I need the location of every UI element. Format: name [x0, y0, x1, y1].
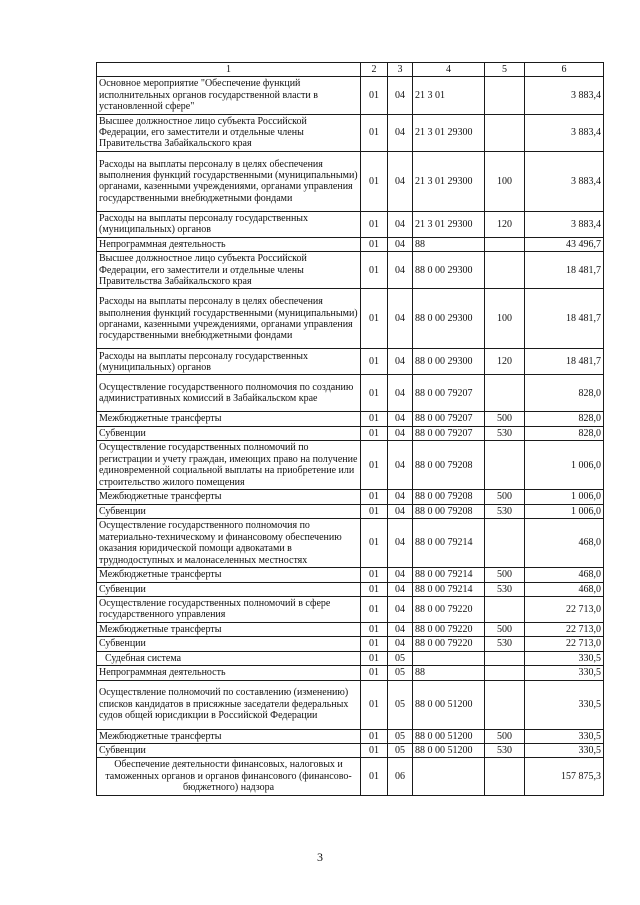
row-name-cell: Субвенции	[97, 582, 361, 596]
row-name-cell: Расходы на выплаты персоналу государственных (муниципальных) органов	[97, 211, 361, 237]
amount-cell: 330,5	[525, 666, 604, 680]
budget-table	[96, 62, 604, 796]
amount-cell: 828,0	[525, 375, 604, 412]
section-cell: 01	[361, 568, 388, 582]
table-row	[97, 237, 604, 251]
amount-cell: 1 006,0	[525, 490, 604, 504]
table-row	[97, 490, 604, 504]
row-name-cell: Межбюджетные трансферты	[97, 490, 361, 504]
table-row	[97, 151, 604, 211]
amount-cell: 3 883,4	[525, 114, 604, 151]
table-row	[97, 743, 604, 757]
row-name-cell: Осуществление государственного полномочия по созданию административных комиссий в Забайкальском крае	[97, 375, 361, 412]
expense-type-cell	[485, 519, 525, 568]
subsection-cell: 04	[388, 237, 413, 251]
row-name-cell: Субвенции	[97, 637, 361, 651]
table-row	[97, 568, 604, 582]
table-row	[97, 729, 604, 743]
expense-type-cell: 530	[485, 637, 525, 651]
amount-cell: 330,5	[525, 743, 604, 757]
amount-cell: 468,0	[525, 582, 604, 596]
row-name-cell: Межбюджетные трансферты	[97, 622, 361, 636]
amount-cell: 157 875,3	[525, 758, 604, 795]
target-article-cell: 88 0 00 51200	[413, 729, 485, 743]
expense-type-cell: 500	[485, 729, 525, 743]
amount-cell: 3 883,4	[525, 77, 604, 114]
subsection-cell: 04	[388, 519, 413, 568]
table-row	[97, 519, 604, 568]
amount-cell: 18 481,7	[525, 252, 604, 289]
section-cell: 01	[361, 637, 388, 651]
section-cell: 01	[361, 412, 388, 426]
target-article-cell: 88 0 00 79208	[413, 441, 485, 490]
expense-type-cell	[485, 77, 525, 114]
target-article-cell: 21 3 01 29300	[413, 151, 485, 211]
row-name-cell: Расходы на выплаты персоналу в целях обеспечения выполнения функций государственными (муниципальными) органами, казенными учреждениями, органами управления государственными внебюджетными фондами	[97, 151, 361, 211]
subsection-cell: 04	[388, 622, 413, 636]
section-cell: 01	[361, 211, 388, 237]
header-cell: 2	[361, 63, 388, 77]
section-cell: 01	[361, 426, 388, 440]
amount-cell: 3 883,4	[525, 211, 604, 237]
section-cell: 01	[361, 151, 388, 211]
subsection-cell: 04	[388, 349, 413, 375]
subsection-cell: 04	[388, 77, 413, 114]
row-name-cell: Непрограммная деятельность	[97, 237, 361, 251]
expense-type-cell: 530	[485, 426, 525, 440]
table-row	[97, 77, 604, 114]
header-cell: 1	[97, 63, 361, 77]
header-cell: 6	[525, 63, 604, 77]
table-row	[97, 349, 604, 375]
target-article-cell: 88 0 00 79214	[413, 568, 485, 582]
subsection-cell: 05	[388, 651, 413, 665]
subsection-cell: 05	[388, 743, 413, 757]
subsection-cell: 04	[388, 375, 413, 412]
amount-cell: 22 713,0	[525, 622, 604, 636]
row-name-cell: Межбюджетные трансферты	[97, 412, 361, 426]
subsection-cell: 04	[388, 426, 413, 440]
table-row	[97, 596, 604, 622]
expense-type-cell	[485, 237, 525, 251]
target-article-cell	[413, 758, 485, 795]
amount-cell: 1 006,0	[525, 441, 604, 490]
row-name-cell: Основное мероприятие "Обеспечение функций исполнительных органов государственной власти в установленной сфере"	[97, 77, 361, 114]
table-row	[97, 252, 604, 289]
target-article-cell: 21 3 01 29300	[413, 114, 485, 151]
amount-cell: 330,5	[525, 651, 604, 665]
amount-cell: 18 481,7	[525, 349, 604, 375]
page-number: 3	[317, 850, 323, 864]
target-article-cell: 88	[413, 666, 485, 680]
target-article-cell: 88 0 00 51200	[413, 743, 485, 757]
expense-type-cell: 530	[485, 743, 525, 757]
table-row	[97, 758, 604, 795]
row-name-cell: Межбюджетные трансферты	[97, 568, 361, 582]
section-cell: 01	[361, 596, 388, 622]
table-row	[97, 622, 604, 636]
target-article-cell: 88 0 00 79220	[413, 622, 485, 636]
row-name-cell: Субвенции	[97, 743, 361, 757]
amount-cell: 330,5	[525, 729, 604, 743]
table-row	[97, 211, 604, 237]
target-article-cell: 88 0 00 79214	[413, 582, 485, 596]
section-cell: 01	[361, 666, 388, 680]
subsection-cell: 04	[388, 637, 413, 651]
section-cell: 01	[361, 519, 388, 568]
table-row	[97, 504, 604, 518]
subsection-cell: 04	[388, 412, 413, 426]
subsection-cell: 04	[388, 490, 413, 504]
target-article-cell: 88 0 00 79207	[413, 412, 485, 426]
target-article-cell: 88 0 00 51200	[413, 680, 485, 729]
subsection-cell: 04	[388, 211, 413, 237]
expense-type-cell	[485, 680, 525, 729]
subsection-cell: 04	[388, 151, 413, 211]
section-cell: 01	[361, 504, 388, 518]
section-cell: 01	[361, 758, 388, 795]
table-header-row	[97, 63, 604, 77]
section-cell: 01	[361, 375, 388, 412]
expense-type-cell	[485, 252, 525, 289]
section-cell: 01	[361, 114, 388, 151]
section-cell: 01	[361, 651, 388, 665]
subsection-cell: 05	[388, 680, 413, 729]
amount-cell: 22 713,0	[525, 637, 604, 651]
target-article-cell: 88 0 00 29300	[413, 349, 485, 375]
section-cell: 01	[361, 490, 388, 504]
expense-type-cell: 530	[485, 504, 525, 518]
table-row	[97, 412, 604, 426]
expense-type-cell	[485, 596, 525, 622]
section-cell: 01	[361, 680, 388, 729]
row-name-cell: Расходы на выплаты персоналу в целях обеспечения выполнения функций государственными (муниципальными) органами, казенными учреждениями, органами управления государственными внебюджетными фондами	[97, 289, 361, 349]
row-name-cell: Судебная система	[97, 651, 361, 665]
target-article-cell: 88 0 00 79207	[413, 426, 485, 440]
row-name-cell: Осуществление государственных полномочий в сфере государственного управления	[97, 596, 361, 622]
amount-cell: 468,0	[525, 519, 604, 568]
subsection-cell: 04	[388, 114, 413, 151]
expense-type-cell	[485, 375, 525, 412]
target-article-cell: 88	[413, 237, 485, 251]
table-row	[97, 289, 604, 349]
section-cell: 01	[361, 729, 388, 743]
row-name-cell: Высшее должностное лицо субъекта Российской Федерации, его заместители и отдельные члены Правительства Забайкальского края	[97, 114, 361, 151]
expense-type-cell: 500	[485, 412, 525, 426]
row-name-cell: Осуществление государственных полномочий по регистрации и учету граждан, имеющих право на получение единовременной социальной выплаты на приобретение или строительство жилого помещения	[97, 441, 361, 490]
subsection-cell: 04	[388, 252, 413, 289]
amount-cell: 22 713,0	[525, 596, 604, 622]
amount-cell: 43 496,7	[525, 237, 604, 251]
section-cell: 01	[361, 77, 388, 114]
subsection-cell: 05	[388, 666, 413, 680]
target-article-cell: 88 0 00 79214	[413, 519, 485, 568]
target-article-cell: 88 0 00 79208	[413, 504, 485, 518]
expense-type-cell: 100	[485, 151, 525, 211]
amount-cell: 18 481,7	[525, 289, 604, 349]
target-article-cell: 88 0 00 79220	[413, 637, 485, 651]
row-name-cell: Высшее должностное лицо субъекта Российской Федерации, его заместители и отдельные члены Правительства Забайкальского края	[97, 252, 361, 289]
subsection-cell: 04	[388, 596, 413, 622]
section-cell: 01	[361, 743, 388, 757]
section-cell: 01	[361, 349, 388, 375]
target-article-cell: 88 0 00 79208	[413, 490, 485, 504]
section-cell: 01	[361, 622, 388, 636]
expense-type-cell	[485, 666, 525, 680]
amount-cell: 828,0	[525, 412, 604, 426]
expense-type-cell: 530	[485, 582, 525, 596]
expense-type-cell	[485, 651, 525, 665]
row-name-cell: Осуществление полномочий по составлению (изменению) списков кандидатов в присяжные заседатели федеральных судов общей юрисдикции в Российской Федерации	[97, 680, 361, 729]
subsection-cell: 04	[388, 582, 413, 596]
header-cell: 5	[485, 63, 525, 77]
amount-cell: 3 883,4	[525, 151, 604, 211]
row-name-cell: Субвенции	[97, 504, 361, 518]
section-cell: 01	[361, 289, 388, 349]
row-name-cell: Осуществление государственного полномочия по материально-техническому и финансовому обеспечению оказания юридической помощи адвокатами в труднодоступных и малонаселенных местностях	[97, 519, 361, 568]
section-cell: 01	[361, 441, 388, 490]
row-name-cell: Субвенции	[97, 426, 361, 440]
expense-type-cell	[485, 441, 525, 490]
target-article-cell: 21 3 01	[413, 77, 485, 114]
subsection-cell: 04	[388, 441, 413, 490]
table-row	[97, 680, 604, 729]
table-row	[97, 651, 604, 665]
amount-cell: 828,0	[525, 426, 604, 440]
amount-cell: 1 006,0	[525, 504, 604, 518]
table-row	[97, 582, 604, 596]
expense-type-cell: 100	[485, 289, 525, 349]
subsection-cell: 04	[388, 289, 413, 349]
header-cell: 4	[413, 63, 485, 77]
row-name-cell: Обеспечение деятельности финансовых, налоговых и таможенных органов и органов финансового (финансово-бюджетного) надзора	[97, 758, 361, 795]
target-article-cell: 88 0 00 29300	[413, 289, 485, 349]
row-name-cell: Межбюджетные трансферты	[97, 729, 361, 743]
expense-type-cell	[485, 114, 525, 151]
subsection-cell: 04	[388, 504, 413, 518]
section-cell: 01	[361, 237, 388, 251]
target-article-cell: 21 3 01 29300	[413, 211, 485, 237]
target-article-cell: 88 0 00 79207	[413, 375, 485, 412]
target-article-cell: 88 0 00 79220	[413, 596, 485, 622]
amount-cell: 330,5	[525, 680, 604, 729]
expense-type-cell: 500	[485, 490, 525, 504]
target-article-cell	[413, 651, 485, 665]
table-row	[97, 637, 604, 651]
table-row	[97, 426, 604, 440]
subsection-cell: 06	[388, 758, 413, 795]
row-name-cell: Непрограммная деятельность	[97, 666, 361, 680]
table-row	[97, 666, 604, 680]
expense-type-cell	[485, 758, 525, 795]
expense-type-cell: 120	[485, 349, 525, 375]
expense-type-cell: 500	[485, 622, 525, 636]
subsection-cell: 04	[388, 568, 413, 582]
amount-cell: 468,0	[525, 568, 604, 582]
expense-type-cell: 500	[485, 568, 525, 582]
subsection-cell: 05	[388, 729, 413, 743]
table-row	[97, 375, 604, 412]
target-article-cell: 88 0 00 29300	[413, 252, 485, 289]
row-name-cell: Расходы на выплаты персоналу государственных (муниципальных) органов	[97, 349, 361, 375]
table-row	[97, 114, 604, 151]
expense-type-cell: 120	[485, 211, 525, 237]
section-cell: 01	[361, 252, 388, 289]
table-row	[97, 441, 604, 490]
header-cell: 3	[388, 63, 413, 77]
section-cell: 01	[361, 582, 388, 596]
